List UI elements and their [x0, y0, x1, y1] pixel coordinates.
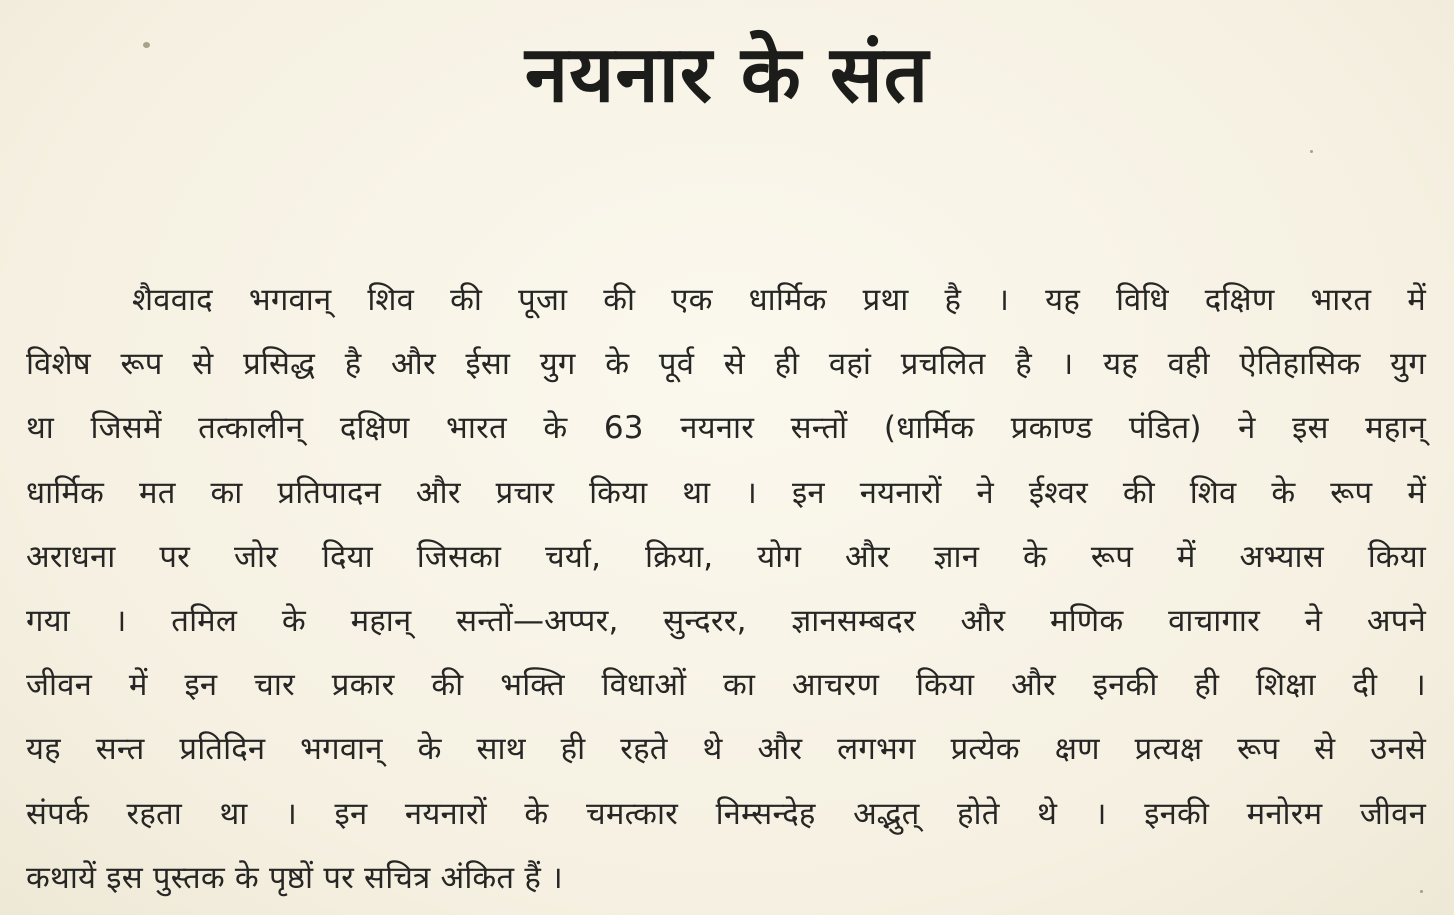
paragraph-line: गया । तमिल के महान् सन्तों—अप्पर, सुन्दरर, ज्ञानसम्बदर और मणिक वाचागार ने अपने [26, 602, 1426, 639]
paragraph-line: कथायें इस पुस्तक के पृष्ठों पर सचित्र अंकित हैं । [26, 859, 564, 896]
paragraph-line: शैववाद भगवान् शिव की पूजा की एक धार्मिक प्रथा है । यह विधि दक्षिण भारत में [132, 282, 1426, 318]
ink-speck [1310, 150, 1313, 153]
paragraph-line: अराधना पर जोर दिया जिसका चर्या, क्रिया, योग और ज्ञान के रूप में अभ्यास किया [26, 538, 1426, 575]
paragraph-line: यह सन्त प्रतिदिन भगवान् के साथ ही रहते थे और लगभग प्रत्येक क्षण प्रत्यक्ष रूप से उनसे [26, 731, 1426, 768]
paragraph-line: धार्मिक मत का प्रतिपादन और प्रचार किया था । इन नयनारों ने ईश्वर की शिव के रूप में [26, 474, 1426, 511]
page-title: नयनार के संत [524, 30, 930, 120]
body-paragraph [26, 268, 1426, 910]
paragraph-line: जीवन में इन चार प्रकार की भक्ति विधाओं का आचरण किया और इनकी ही शिक्षा दी । [26, 667, 1426, 704]
paragraph-line: था जिसमें तत्कालीन् दक्षिण भारत के 63 नयनार सन्तों (धार्मिक प्रकाण्ड पंडित) ने इस महान् [26, 410, 1426, 447]
paragraph-line: संपर्क रहता था । इन नयनारों के चमत्कार निम्सन्देह अद्भुत् होते थे । इनकी मनोरम जीवन [26, 795, 1426, 832]
paragraph-line: विशेष रूप से प्रसिद्ध है और ईसा युग के पूर्व से ही वहां प्रचलित है । यह वही ऐतिहासिक युग [26, 346, 1426, 383]
